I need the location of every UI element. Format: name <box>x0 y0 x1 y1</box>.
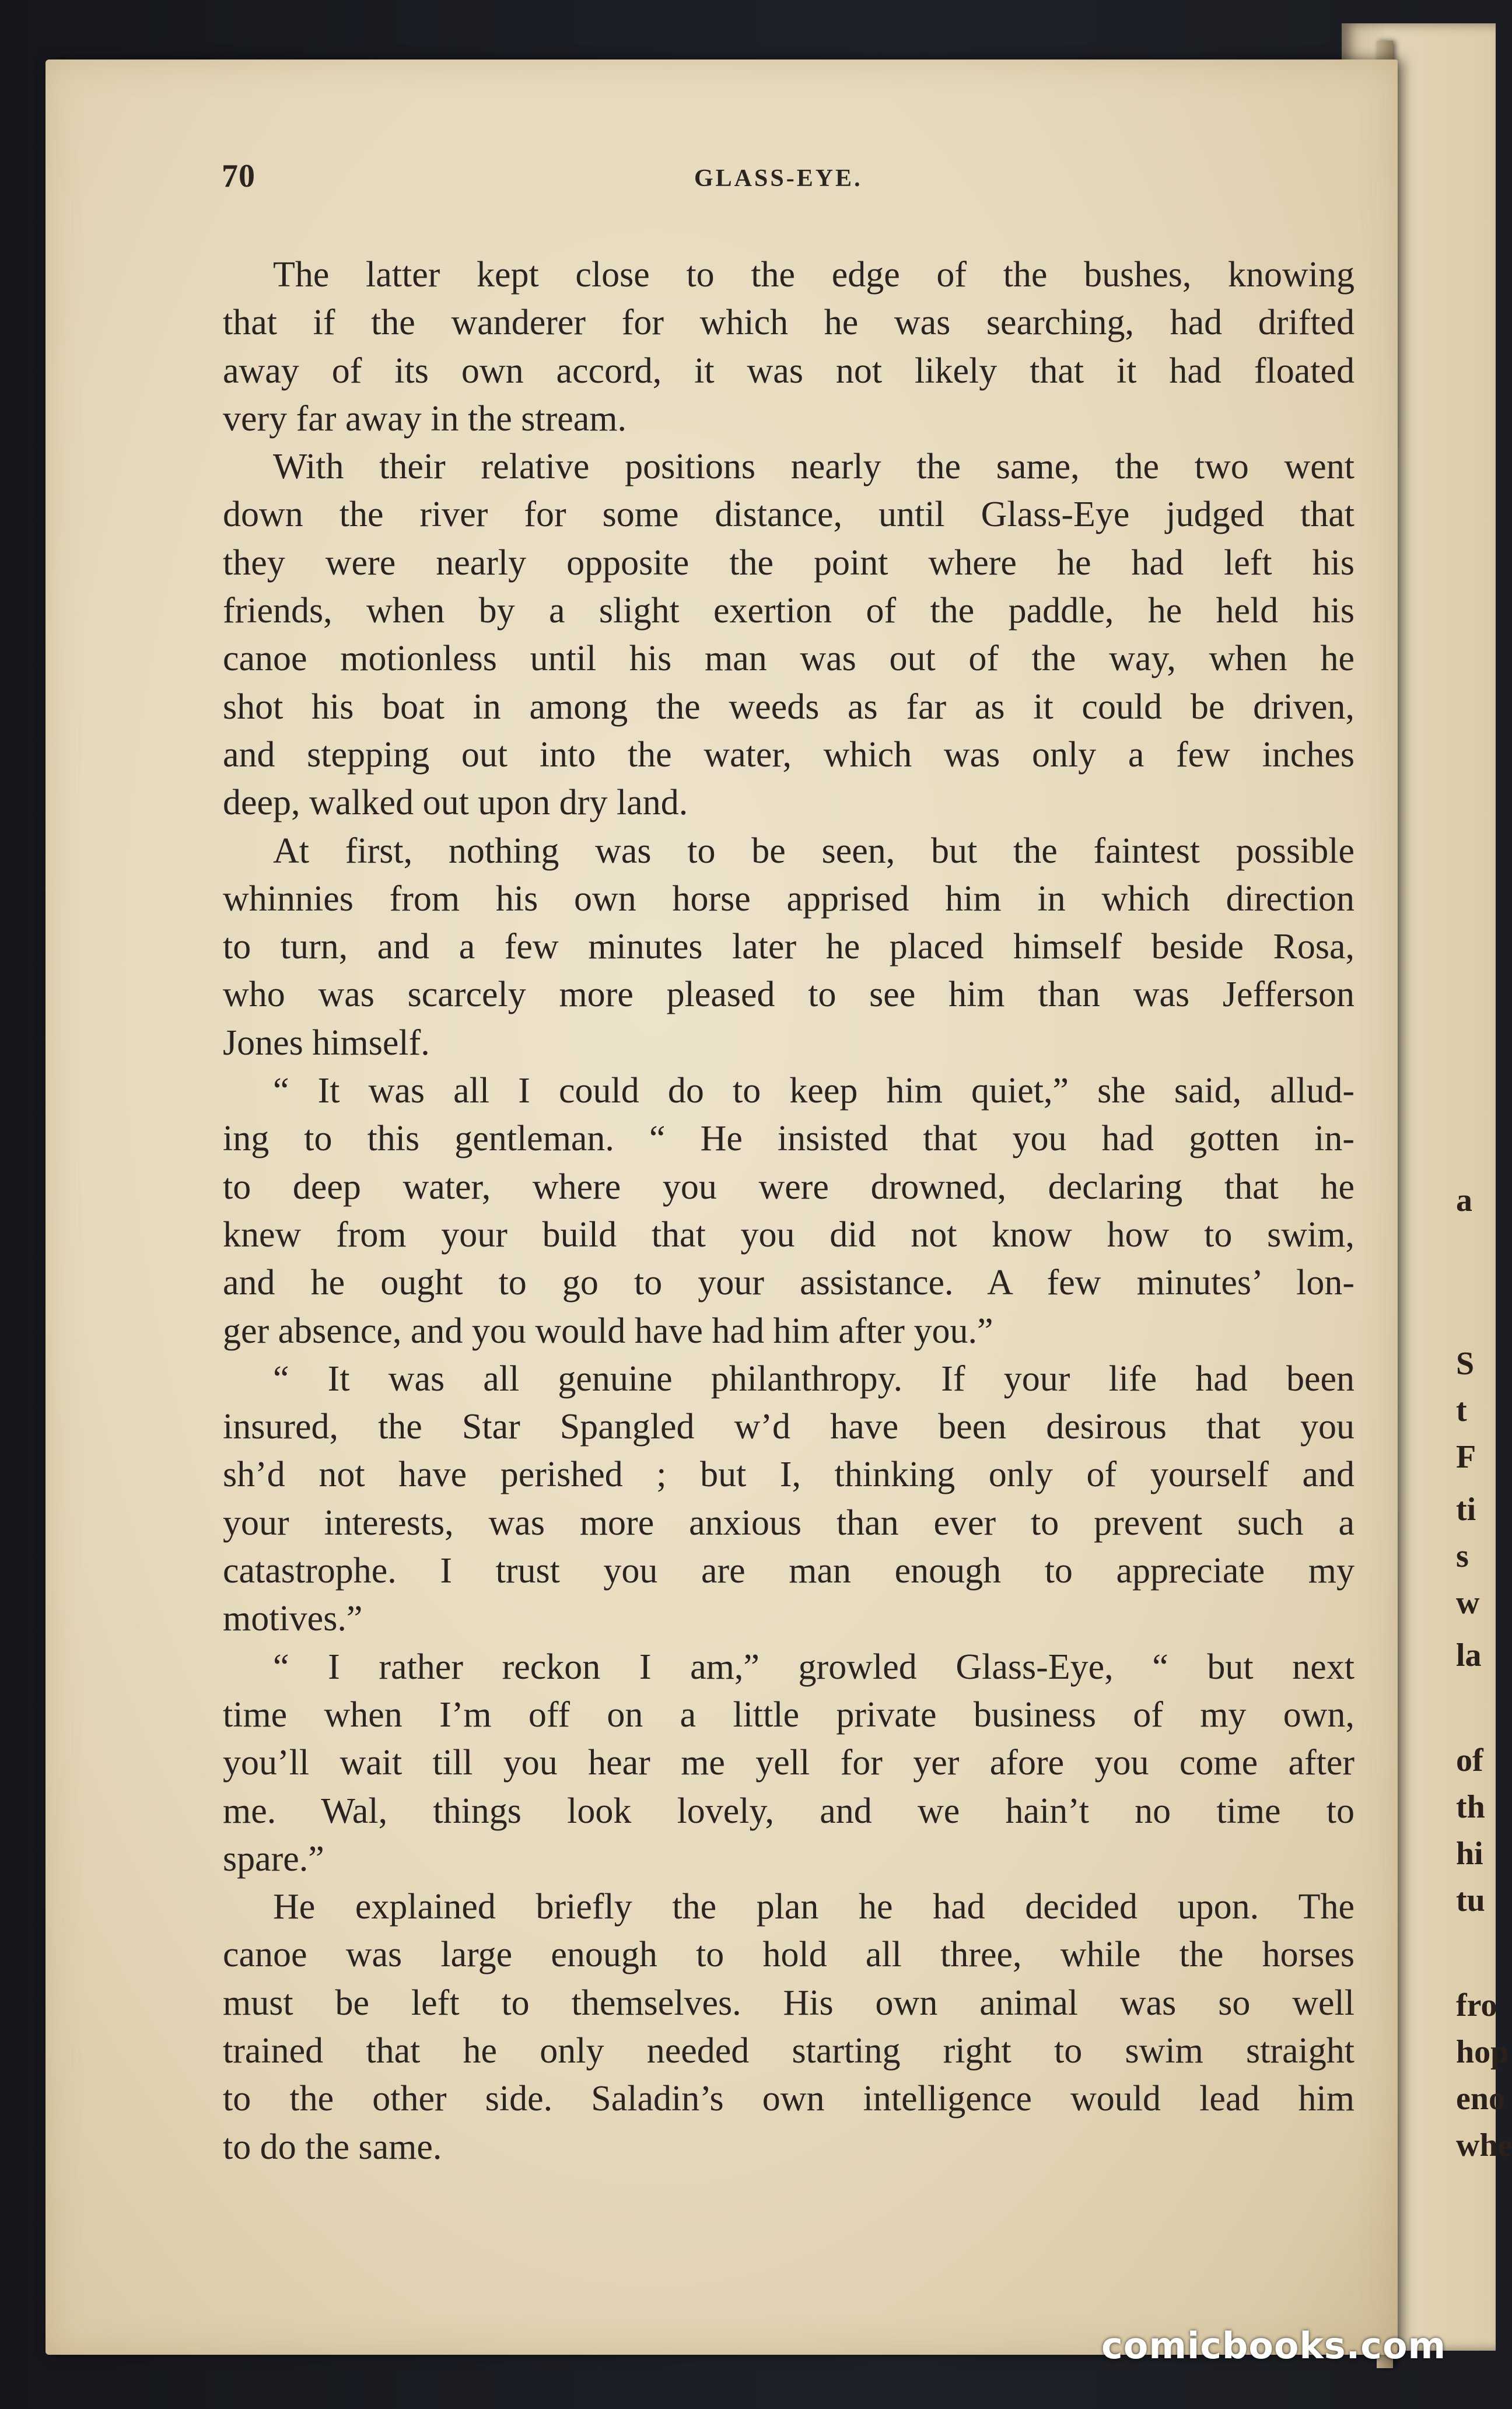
text-line: down the river for some distance, until Glass-Eye judged that <box>223 495 1354 535</box>
next-page-fragment: hi <box>1456 1836 1483 1872</box>
text-line: catastrophe. I trust you are man enough to appreciate my <box>223 1551 1354 1591</box>
text-line: your interests, was more anxious than ever to prevent such a <box>223 1503 1354 1543</box>
text-line: and stepping out into the water, which was only a few inches <box>223 734 1354 775</box>
next-page-fragment: hop <box>1456 2034 1509 2070</box>
text-line: to do the same. <box>223 2127 442 2167</box>
next-page-fragment: s <box>1456 1538 1469 1574</box>
text-line: sh’d not have perished ; but I, thinking only of yourself and <box>223 1455 1354 1495</box>
text-line: ger absence, and you would have had him after you.” <box>223 1311 993 1351</box>
text-line: to deep water, where you were drowned, declaring that he <box>223 1167 1354 1207</box>
text-line: “ It was all I could do to keep him quiet,” she said, allud- <box>273 1071 1354 1111</box>
next-page-fragment: th <box>1456 1789 1485 1825</box>
next-page-fragment: of <box>1456 1742 1483 1778</box>
next-page-fragment: F <box>1456 1439 1476 1475</box>
running-head: GLASS-EYE. <box>694 165 863 192</box>
next-page-fragment: S <box>1456 1346 1475 1382</box>
page-number: 70 <box>222 158 256 194</box>
text-line: knew from your build that you did not know how to swim, <box>223 1214 1354 1255</box>
text-line: me. Wal, things look lovely, and we hain’t no time to <box>223 1791 1354 1831</box>
text-line: At first, nothing was to be seen, but the faintest possible <box>273 831 1354 871</box>
text-line: spare.” <box>223 1839 324 1879</box>
next-page-fragment: tu <box>1456 1882 1485 1918</box>
text-line: time when I’m off on a little private business of my own, <box>223 1694 1354 1735</box>
text-line: deep, walked out upon dry land. <box>223 783 688 823</box>
text-line: and he ought to go to your assistance. A few minutes’ lon- <box>223 1263 1354 1303</box>
text-line: very far away in the stream. <box>223 398 627 439</box>
text-line: With their relative positions nearly the same, the two went <box>273 447 1354 487</box>
next-page-fragment: w <box>1456 1585 1480 1621</box>
next-page-fragment: ti <box>1456 1491 1476 1528</box>
text-line: Jones himself. <box>223 1023 430 1063</box>
text-line: “ I rather reckon I am,” growled Glass-Eye, “ but next <box>273 1647 1354 1687</box>
text-line: shot his boat in among the weeds as far as it could be driven, <box>223 687 1354 727</box>
watermark: comicbooks.com <box>1101 2324 1447 2367</box>
text-line: you’ll wait till you hear me yell for yer afore you come after <box>223 1743 1354 1783</box>
text-line: ing to this gentleman. “ He insisted that you had gotten in- <box>223 1119 1354 1159</box>
text-line: whinnies from his own horse apprised him in which direction <box>223 878 1354 919</box>
text-line: friends, when by a slight exertion of the paddle, he held his <box>223 591 1354 631</box>
text-line: to the other side. Saladin’s own intelligence would lead him <box>223 2079 1354 2119</box>
next-page-fragment: whe <box>1456 2127 1512 2163</box>
text-line: to turn, and a few minutes later he placed himself beside Rosa, <box>223 927 1354 967</box>
next-page-fragment: eno <box>1456 2081 1505 2117</box>
text-line: canoe was large enough to hold all three, while the horses <box>223 1935 1354 1975</box>
text-line: motives.” <box>223 1599 363 1639</box>
body-text <box>223 251 1354 2171</box>
text-line: “ It was all genuine philanthropy. If your life had been <box>273 1358 1354 1399</box>
page-header <box>175 157 1318 198</box>
text-line: canoe motionless until his man was out of the way, when he <box>223 639 1354 679</box>
text-line: away of its own accord, it was not likely that it had floated <box>223 351 1354 391</box>
text-line: they were nearly opposite the point where he had left his <box>223 542 1354 583</box>
text-line: that if the wanderer for which he was searching, had drifted <box>223 303 1354 343</box>
next-page-fragment: a <box>1456 1182 1472 1218</box>
text-line: He explained briefly the plan he had decided upon. The <box>273 1887 1354 1927</box>
text-line: The latter kept close to the edge of the bushes, knowing <box>273 255 1354 295</box>
text-line: insured, the Star Spangled w’d have been desirous that you <box>223 1407 1354 1447</box>
text-line: who was scarcely more pleased to see him than was Jefferson <box>223 975 1354 1015</box>
next-page-fragment: fro <box>1456 1987 1497 2023</box>
next-page-fragment: la <box>1456 1637 1482 1673</box>
next-page-fragment: t <box>1456 1392 1467 1428</box>
text-line: trained that he only needed starting right to swim straight <box>223 2030 1354 2071</box>
text-line: must be left to themselves. His own animal was so well <box>223 1983 1354 2023</box>
